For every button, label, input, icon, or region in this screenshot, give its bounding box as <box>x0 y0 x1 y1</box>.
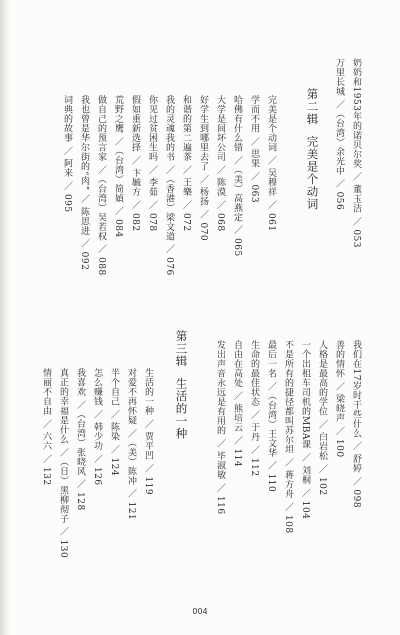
section-three-name: 生活的一种 <box>174 377 189 440</box>
toc-entry[interactable]: 发出声音永远是有用的 ／ 毕淑敏 ／ 116 <box>215 340 225 515</box>
toc-entry[interactable]: 荒野之鹰 ／（台湾）简媜 ／ 084 <box>113 95 123 238</box>
toc-entry[interactable]: 最后一名 ／（台湾）王文华 ／ 110 <box>266 340 276 493</box>
toc-entry[interactable]: 好学生到哪里去了 ／ 杨扬 ／ 070 <box>198 95 208 242</box>
toc-entry[interactable]: 情丽不自由 ／ 六六 ／ 132 <box>41 368 51 486</box>
section-three-label: 第三辑 <box>174 330 189 368</box>
section-two-label: 第二辑 <box>305 88 320 126</box>
toc-entry[interactable]: 生活的一种 ／ 贾平凹 ／ 119 <box>143 368 153 496</box>
section-three-title <box>175 330 187 440</box>
toc-entry[interactable]: 怎么赚钱 ／ 韩少功 ／ 126 <box>92 368 102 486</box>
page-fold-shadow <box>0 0 12 635</box>
toc-entry[interactable]: 学而不用 ／ 思果 ／ 063 <box>249 95 259 204</box>
toc-entry[interactable]: 和谐的第二遍茶 ／ 王樂 ／ 072 <box>181 95 191 232</box>
toc-entry[interactable]: 我们在17岁时干些什么 ／ 舒婷 ／ 098 <box>351 340 361 509</box>
toc-entry[interactable]: 你见过贫困生吗 ／ 李茹 ／ 078 <box>147 95 157 232</box>
section-two-name: 完美是个动词 <box>305 135 320 211</box>
toc-entry[interactable]: 善的情怀 ／ 梁晓声 ／ 100 <box>334 340 344 458</box>
toc-entry[interactable]: 我的灵魂我的书 ／（香港）梁文道 ／ 076 <box>164 95 174 276</box>
toc-entry[interactable]: 词典的故事 ／ 阿来 ／ 095 <box>62 95 72 213</box>
toc-entry[interactable]: 对爱不再怀疑 ／（美）陈冲 ／ 121 <box>126 368 136 521</box>
toc-entry[interactable]: 哈佛有什么错 ／（美）高燕定 ／ 065 <box>232 95 242 257</box>
toc-entry[interactable]: 人格是最高的学位 ／ 白岩松 ／ 102 <box>317 340 327 496</box>
toc-entry[interactable]: 半个自己 ／ 陈染 ／ 124 <box>109 368 119 477</box>
toc-entry[interactable]: 做自己的预言家 ／（台湾）吴若权 ／ 088 <box>96 95 106 276</box>
toc-entry[interactable]: 我也曾是华尔街的“肉” ／ 陈思进 ／ 092 <box>79 95 89 271</box>
section-two-title <box>306 88 318 211</box>
toc-entry[interactable]: 万里长城 ／（台湾）余光中 ／ 056 <box>334 58 344 211</box>
toc-entry[interactable]: 真正的幸福是什么 ／（日）黑柳彻子 ／ 130 <box>58 368 68 559</box>
page-number: 004 <box>192 607 208 616</box>
toc-entry[interactable]: 奶奶和1953年的诺贝尔奖 ／ 董玉洁 ／ 053 <box>351 58 361 249</box>
toc-entry[interactable]: 大学是间坏公司 ／ 陈漠 ／ 068 <box>215 95 225 232</box>
toc-entry[interactable]: 假如重新选择 ／ 卞毓方 ／ 082 <box>130 95 140 232</box>
toc-entry[interactable]: 完美是个动词 ／ 吴穆祥 ／ 061 <box>266 95 276 232</box>
toc-entry[interactable]: 一个出租车司机的MBA课 ／ 刘桐 ／ 104 <box>300 340 310 520</box>
toc-entry[interactable]: 生命的最佳状态 ／ 于丹 ／ 112 <box>249 340 259 477</box>
toc-entry[interactable]: 我喜欢 ／（台湾）张晓风 ／ 128 <box>75 368 85 511</box>
toc-entry[interactable]: 不是所有的捷径都叫苏尔坦 ／ 蒋方舟 ／ 108 <box>283 340 293 534</box>
toc-entry[interactable]: 自由在高处 ／ 熊培云 ／ 114 <box>232 340 242 468</box>
